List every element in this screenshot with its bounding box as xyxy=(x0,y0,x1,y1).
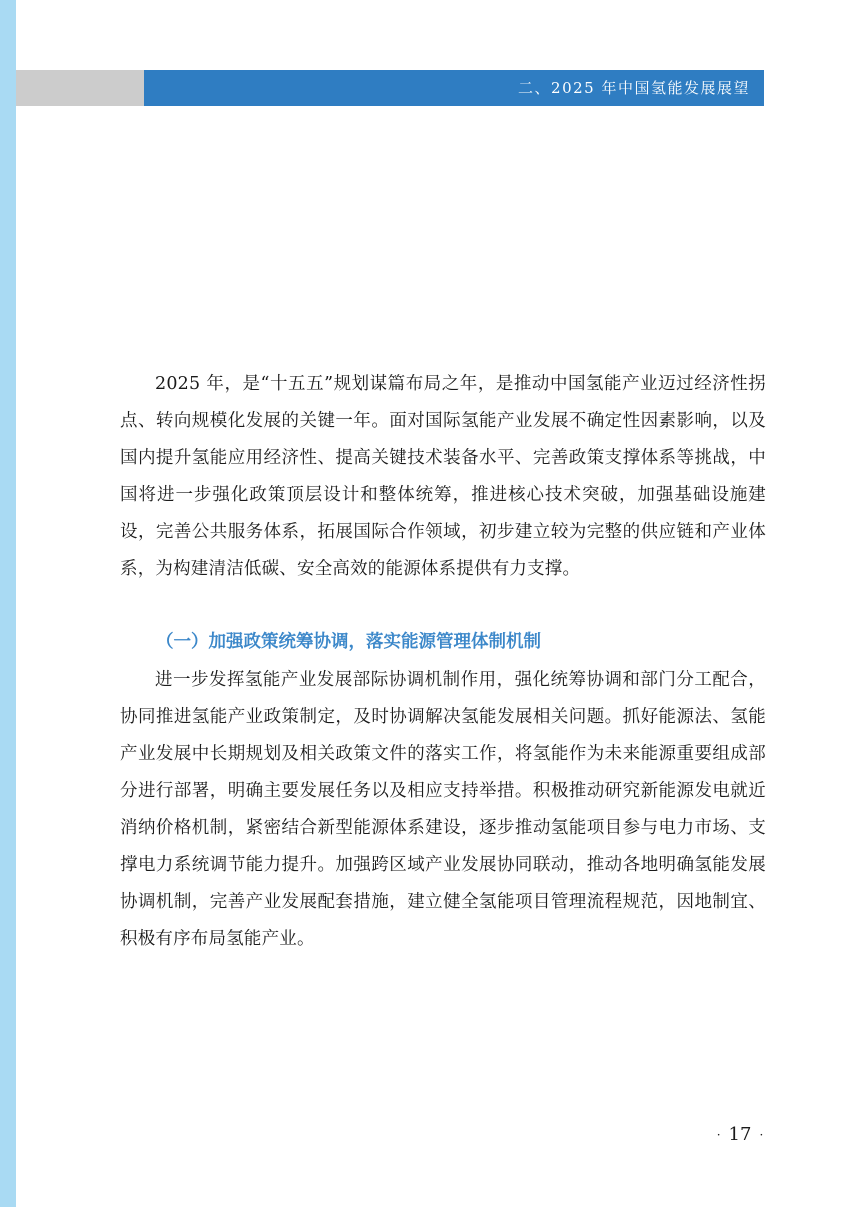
page-number: 17 xyxy=(728,1124,752,1145)
section-paragraph: 进一步发挥氢能产业发展部际协调机制作用，强化统筹协调和部门分工配合，协同推进氢能产业政策制定，及时协调解决氢能发展相关问题。抓好能源法、氢能产业发展中长期规划及相关政策文件的落实工作，将氢能作为未来能源重要组成部分进行部署，明确主要发展任务以及相应支持举措。积极推动研究新能源发电就近消纳价格机制，紧密结合新型能源体系建设，逐步推动氢能项目参与电力市场、支撑电力系统调节能力提升。加强跨区域产业发展协同联动，推动各地明确氢能发展协调机制，完善产业发展配套措施，建立健全氢能项目管理流程规范，因地制宜、积极有序布局氢能产业。 xyxy=(120,670,766,949)
intro-paragraph: 2025 年，是“十五五”规划谋篇布局之年，是推动中国氢能产业迈过经济性拐点、转向规模化发展的关键一年。面对国际氢能产业发展不确定性因素影响，以及国内提升氢能应用经济性、提高关键技术装备水平、完善政策支撑体系等挑战，中国将进一步强化政策顶层设计和整体统筹，推进核心技术突破，加强基础设施建设，完善公共服务体系，拓展国际合作领域，初步建立较为完整的供应链和产业体系，为构建清洁低碳、安全高效的能源体系提供有力支撑。 xyxy=(120,374,766,579)
header-bar xyxy=(144,70,764,106)
page-number-dot-left: · xyxy=(716,1128,721,1142)
page-number-dot-right: · xyxy=(759,1128,764,1142)
chapter-title: 二、2025 年中国氢能发展展望 xyxy=(518,79,750,97)
page-body xyxy=(120,366,766,958)
left-edge-strip xyxy=(0,0,16,1207)
header-gray-block xyxy=(16,70,144,106)
section-heading: （一）加强政策统筹协调，落实能源管理体制机制 xyxy=(156,632,541,652)
page-footer xyxy=(700,1121,780,1149)
